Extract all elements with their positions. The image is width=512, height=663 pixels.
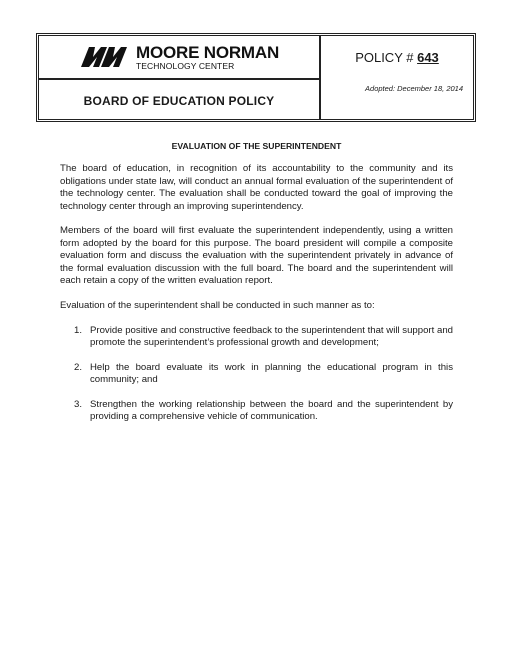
policy-body <box>60 140 453 436</box>
list-item <box>74 362 453 387</box>
list-text: Strengthen the working relationship between the board and the superintendent by providing a comprehensive vehicle of communication. <box>90 399 453 423</box>
list-text: Provide positive and constructive feedback to the superintendent that will support and promote the superintendent’s professional growth and development; <box>90 324 453 349</box>
list-number: 3. <box>74 399 83 411</box>
logo-name: MOORE NORMAN <box>136 43 280 62</box>
document-title: EVALUATION OF THE SUPERINTENDENT <box>171 141 342 151</box>
board-policy-label: BOARD OF EDUCATION POLICY <box>83 94 275 108</box>
adopted-date: Adopted: December 18, 2014 <box>365 84 463 93</box>
policy-number <box>321 50 473 65</box>
list-text: Help the board evaluate its work in planning the educational program in this community; and <box>90 361 453 386</box>
logo-panel <box>39 36 321 80</box>
policy-header <box>36 33 476 122</box>
policy-number-value: 643 <box>417 50 439 65</box>
numbered-list <box>60 325 453 424</box>
list-number: 1. <box>74 324 83 336</box>
mn-logo-mark-icon <box>79 45 129 69</box>
list-item <box>74 325 453 350</box>
list-item <box>74 399 453 424</box>
policy-panel <box>321 36 473 119</box>
policy-prefix: POLICY # <box>355 50 418 65</box>
logo <box>79 44 279 71</box>
paragraph: The board of education, in recognition of its accountability to the community and its obligations under state law, will conduct an annual formal evaluation of the superintendent of the technology center. The evaluation shall be conducted toward the goal of improving the technology center through an improving superintendency. <box>60 163 453 212</box>
board-policy-panel <box>39 80 321 119</box>
logo-subtitle: TECHNOLOGY CENTER <box>136 61 235 71</box>
paragraph: Evaluation of the superintendent shall be conducted in such manner as to: <box>60 299 375 311</box>
paragraph: Members of the board will first evaluate the superintendent independently, using a written form adopted by the board for this purpose. The board president will compile a composite evaluation form and discuss the evaluation with the superintendent privately in advance of the formal evaluation discussion with the full board. The board and the superintendent will each retain a copy of the written evaluation report. <box>60 225 453 287</box>
list-number: 2. <box>74 361 83 373</box>
